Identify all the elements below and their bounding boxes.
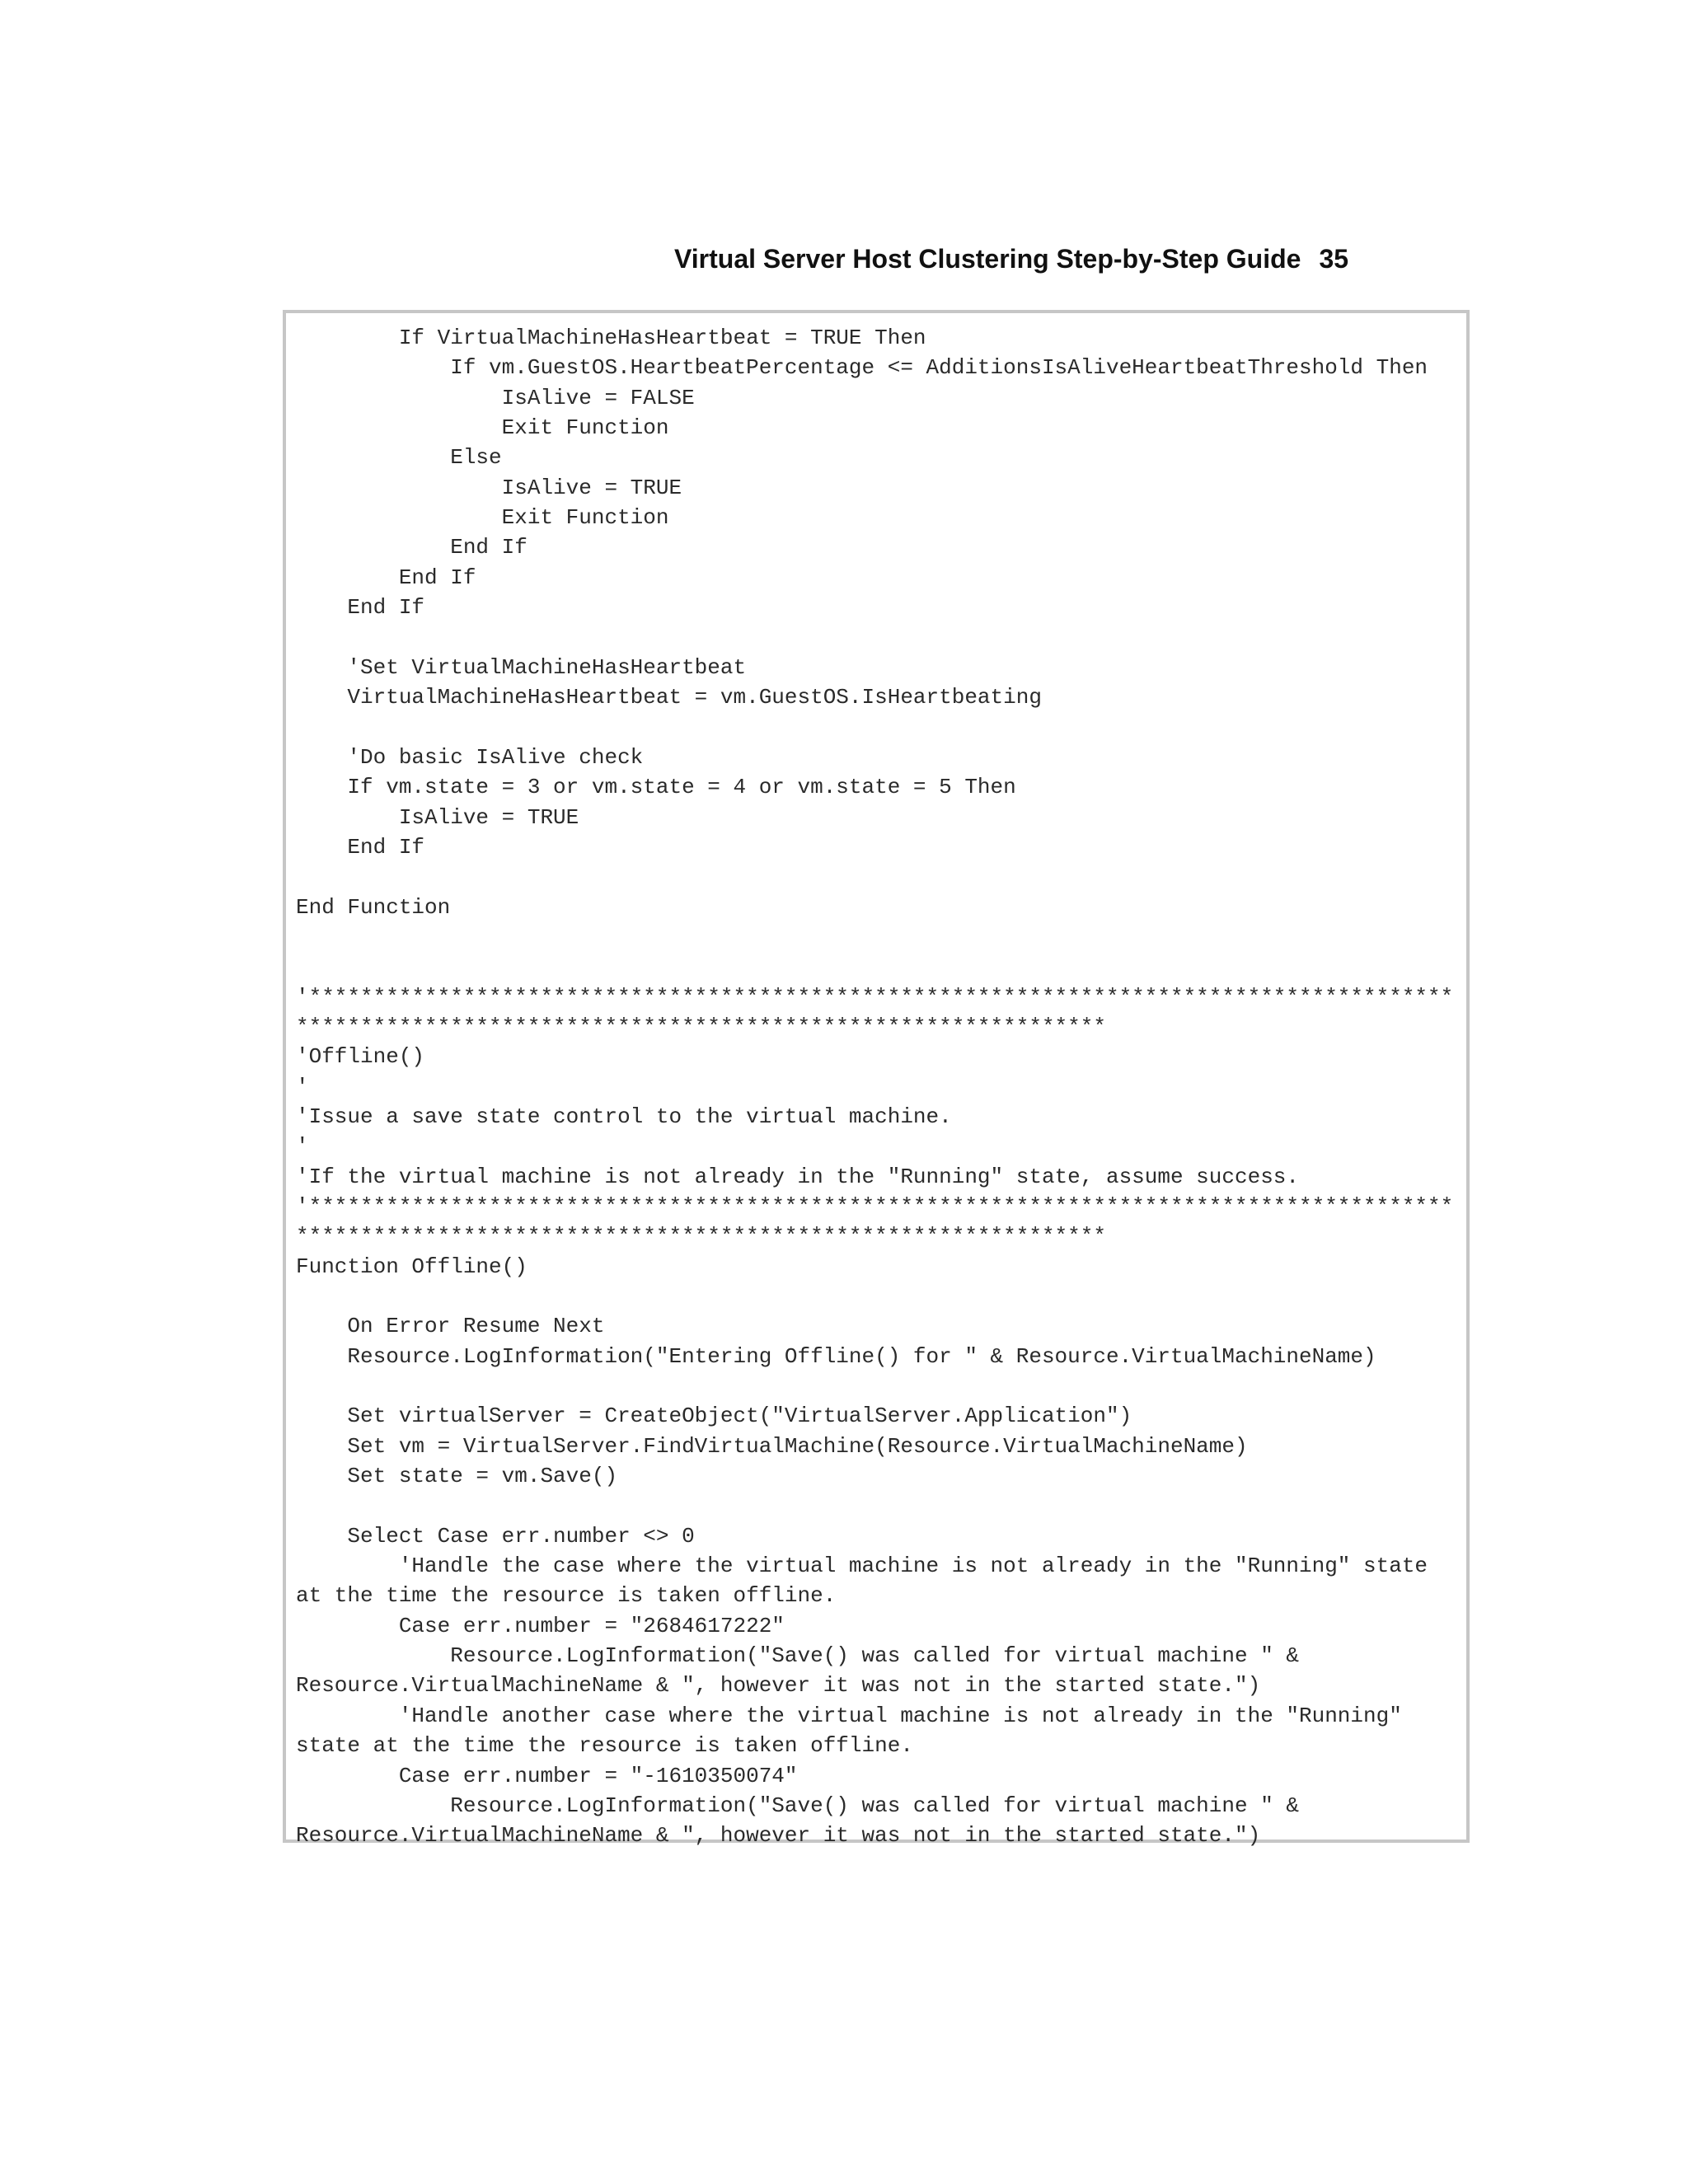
code-line: Case err.number = "-1610350074" xyxy=(296,1763,798,1788)
code-line: 'Set VirtualMachineHasHeartbeat xyxy=(296,654,747,680)
code-line: 'Handle another case where the virtual machine is not already in the "Running" xyxy=(296,1703,1402,1728)
code-line: VirtualMachineHasHeartbeat = vm.GuestOS.IsHeartbeating xyxy=(296,685,1042,710)
code-line: state at the time the resource is taken offline. xyxy=(296,1733,913,1759)
code-line: If vm.GuestOS.HeartbeatPercentage <= AdditionsIsAliveHeartbeatThreshold Then xyxy=(296,355,1428,381)
code-line: If VirtualMachineHasHeartbeat = TRUE Then xyxy=(296,326,926,350)
code-line: Resource.VirtualMachineName & ", however it was not in the started state.") xyxy=(296,1673,1261,1699)
code-line: IsAlive = TRUE xyxy=(296,475,682,500)
code-line: 'Issue a save state control to the virtual machine. xyxy=(296,1104,952,1129)
code-line: If vm.state = 3 or vm.state = 4 or vm.state = 5 Then xyxy=(296,775,1016,800)
code-line xyxy=(296,922,1466,952)
code-line xyxy=(296,952,1466,982)
code-line xyxy=(296,1491,1466,1521)
code-line: End If xyxy=(296,535,528,560)
code-line: '***************************************************************************************** xyxy=(296,1193,1454,1219)
code-line: IsAlive = FALSE xyxy=(296,385,695,410)
page-header xyxy=(674,241,1375,282)
code-line: Exit Function xyxy=(296,415,669,441)
code-line xyxy=(296,622,1466,652)
code-line: 'Handle the case where the virtual machine is not already in the "Running" state xyxy=(296,1554,1428,1579)
code-listing-box xyxy=(283,310,1470,1849)
code-line: Resource.LogInformation("Save() was called for virtual machine " & xyxy=(296,1793,1299,1818)
code-line: *************************************************************** xyxy=(296,1224,1106,1249)
code-line: Resource.LogInformation("Entering Offline() for " & Resource.VirtualMachineName) xyxy=(296,1343,1376,1369)
code-line: ' xyxy=(296,1074,309,1099)
code-line: '***************************************************************************************** xyxy=(296,984,1454,1010)
code-line xyxy=(296,1282,1466,1311)
code-line: ' xyxy=(296,1134,309,1160)
code-line: End If xyxy=(296,834,425,860)
code-line: On Error Resume Next xyxy=(296,1314,605,1339)
code-line xyxy=(296,862,1466,892)
code-line: Set virtualServer = CreateObject("VirtualServer.Application") xyxy=(296,1404,1132,1429)
code-line: End Function xyxy=(296,894,451,920)
code-line: End If xyxy=(296,565,476,590)
code-line: 'Do basic IsAlive check xyxy=(296,744,644,770)
code-listing xyxy=(296,323,1466,1851)
code-line: Else xyxy=(296,445,502,471)
code-line: 'Offline() xyxy=(296,1044,425,1070)
code-line: 'If the virtual machine is not already in the "Running" state, assume success. xyxy=(296,1164,1299,1189)
code-line: Case err.number = "2684617222" xyxy=(296,1613,785,1638)
code-line: at the time the resource is taken offline. xyxy=(296,1583,837,1609)
code-line: Exit Function xyxy=(296,505,669,531)
code-line: Function Offline() xyxy=(296,1254,528,1279)
code-line xyxy=(296,1371,1466,1401)
code-line: Resource.VirtualMachineName & ", however it was not in the started state.") xyxy=(296,1823,1261,1849)
document-title: Virtual Server Host Clustering Step-by-Step Guide xyxy=(674,244,1301,274)
code-line: Set vm = VirtualServer.FindVirtualMachine(Resource.VirtualMachineName) xyxy=(296,1433,1248,1459)
code-line: Set state = vm.Save() xyxy=(296,1464,618,1489)
code-line: IsAlive = TRUE xyxy=(296,804,579,830)
code-line: Resource.LogInformation("Save() was called for virtual machine " & xyxy=(296,1643,1299,1669)
code-line: *************************************************************** xyxy=(296,1014,1106,1039)
page-number: 35 xyxy=(1319,244,1349,274)
code-line: End If xyxy=(296,595,425,621)
code-line: Select Case err.number <> 0 xyxy=(296,1523,695,1549)
code-line xyxy=(296,712,1466,742)
